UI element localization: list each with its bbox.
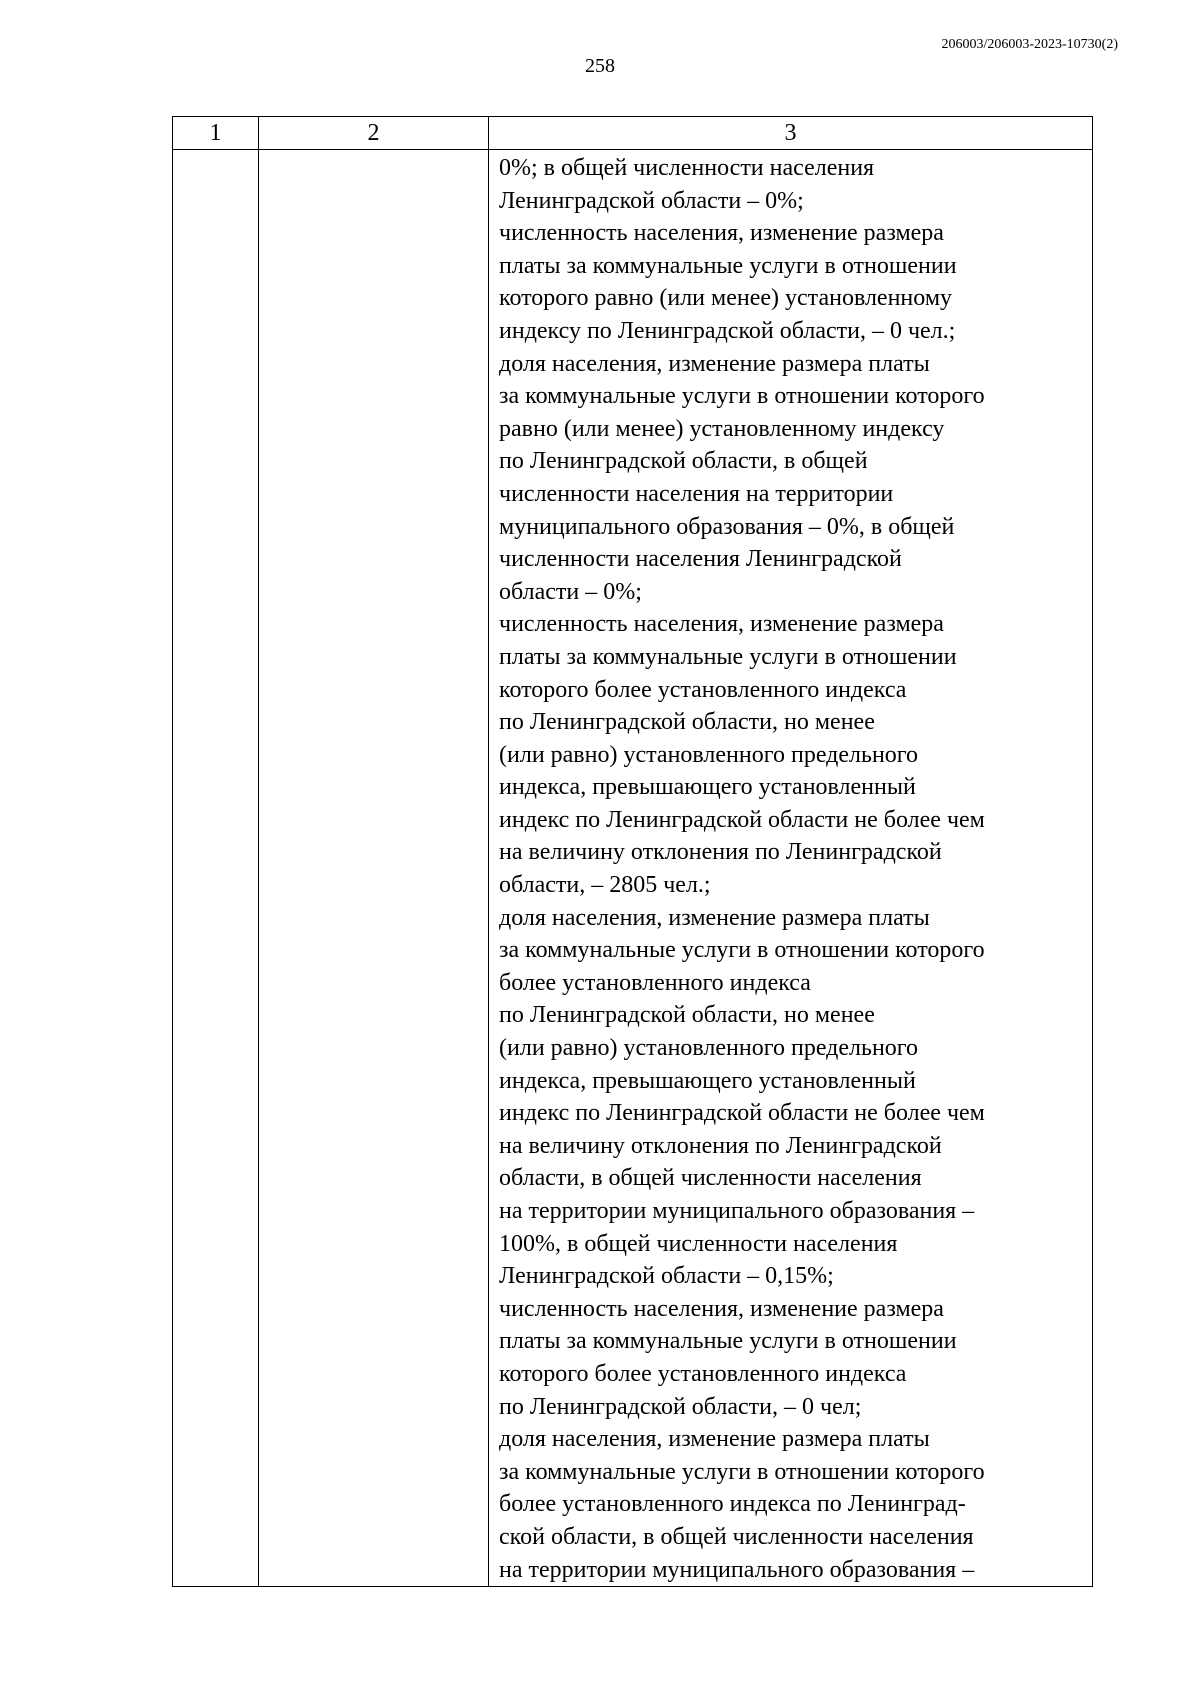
text-line: более установленного индекса по Ленинград-	[499, 1491, 966, 1518]
text-line: численность населения, изменение размера	[499, 1295, 944, 1322]
text-line: 100%, в общей численности населения	[499, 1230, 898, 1257]
text-line: численность населения, изменение размера	[499, 220, 944, 247]
page-number: 258	[585, 55, 615, 77]
text-line: индекс по Ленинградской области не более чем	[499, 1100, 985, 1127]
text-line: ской области, в общей численности населения	[499, 1523, 974, 1550]
text-line: Ленинградской области – 0,15%;	[499, 1263, 834, 1290]
column-header-2: 2	[259, 117, 489, 150]
text-line: платы за коммунальные услуги в отношении	[499, 252, 957, 279]
text-line: численности населения на территории	[499, 480, 894, 507]
table-header-row	[173, 117, 1093, 150]
column-header-1: 1	[173, 117, 259, 150]
text-line: которого равно (или менее) установленному	[499, 285, 952, 312]
text-line: (или равно) установленного предельного	[499, 741, 919, 768]
text-line: индексу по Ленинградской области, – 0 чел.;	[499, 317, 956, 344]
text-line: равно (или менее) установленному индексу	[499, 415, 945, 442]
text-line: за коммунальные услуги в отношении которого	[499, 383, 985, 410]
text-line: платы за коммунальные услуги в отношении	[499, 1328, 957, 1355]
text-line: платы за коммунальные услуги в отношении	[499, 643, 957, 670]
text-line: области – 0%;	[499, 578, 642, 605]
text-line: которого более установленного индекса	[499, 1360, 907, 1387]
text-line: индекса, превышающего установленный	[499, 1067, 916, 1094]
text-line: области, в общей численности населения	[499, 1165, 922, 1192]
text-line: более установленного индекса	[499, 969, 811, 996]
table-cell-col-3	[489, 150, 1093, 1587]
text-line: доля населения, изменение размера платы	[499, 904, 930, 931]
column-3-text	[489, 150, 1092, 1586]
text-line: которого более установленного индекса	[499, 676, 907, 703]
text-line: индекса, превышающего установленный	[499, 774, 916, 801]
text-line: области, – 2805 чел.;	[499, 872, 711, 899]
column-header-3: 3	[489, 117, 1093, 150]
text-line: доля населения, изменение размера платы	[499, 350, 930, 377]
text-line: по Ленинградской области, но менее	[499, 709, 875, 736]
text-line: муниципального образования – 0%, в общей	[499, 513, 955, 540]
table-cell-col-1	[173, 150, 259, 1587]
text-line: на территории муниципального образования –	[499, 1556, 975, 1583]
table-cell-col-2	[259, 150, 489, 1587]
text-line: доля населения, изменение размера платы	[499, 1426, 930, 1453]
text-line: за коммунальные услуги в отношении которого	[499, 1458, 985, 1485]
document-id: 206003/206003-2023-10730(2)	[941, 37, 1118, 52]
text-line: на величину отклонения по Ленинградской	[499, 1132, 942, 1159]
text-line: по Ленинградской области, но менее	[499, 1002, 875, 1029]
data-table	[172, 116, 1093, 1587]
text-line: по Ленинградской области, – 0 чел;	[499, 1393, 862, 1420]
text-line: на величину отклонения по Ленинградской	[499, 839, 942, 866]
text-line: 0%; в общей численности населения	[499, 155, 875, 181]
text-line: на территории муниципального образования –	[499, 1198, 975, 1224]
table-row	[173, 150, 1093, 1587]
text-line: Ленинградской области – 0%;	[499, 187, 804, 214]
text-line: (или равно) установленного предельного	[499, 1035, 919, 1062]
text-line: по Ленинградской области, в общей	[499, 448, 868, 475]
text-line: численности населения Ленинградской	[499, 546, 902, 573]
text-line: за коммунальные услуги в отношении которого	[499, 937, 985, 964]
text-line: численность населения, изменение размера	[499, 611, 944, 638]
text-line: индекс по Ленинградской области не более чем	[499, 806, 985, 833]
